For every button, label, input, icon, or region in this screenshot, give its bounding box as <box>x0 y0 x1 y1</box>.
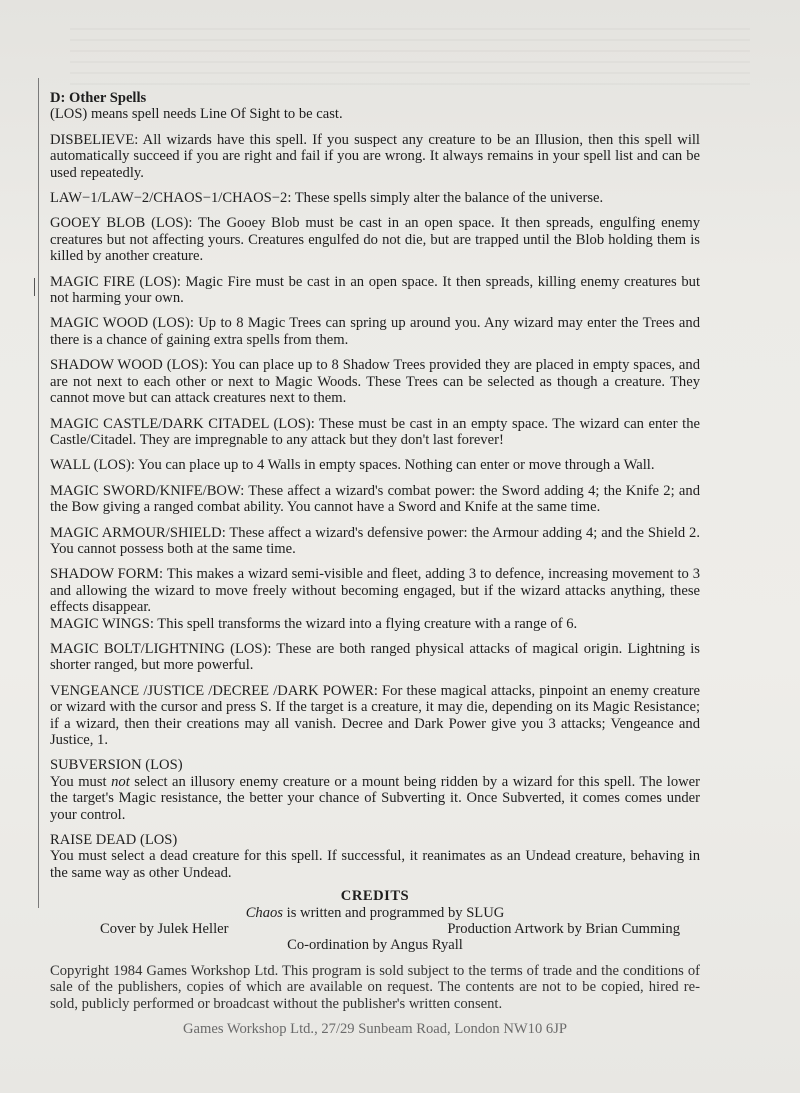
credits-title: CREDITS <box>340 888 410 905</box>
spell-paragraph: GOOEY BLOB (LOS): The Gooey Blob must be cast in an open space. It then spreads, engulfing enemy creatures but not affecting yours. Creatures engulfed do not die, but are trapped until the Blob holding them is killed by another creature. <box>50 215 700 265</box>
section-heading: D: Other Spells <box>50 90 147 106</box>
manual-content <box>50 90 700 1038</box>
copyright-notice: Copyright 1984 Games Workshop Ltd. This program is sold subject to the terms of trade and the conditions of sale of the publishers, copies of which are available on request. The contents are not to be copied, hired re-sold, publicly performed or broadcast without the publisher's written consent. <box>50 962 700 1012</box>
spell-paragraph: MAGIC BOLT/LIGHTNING (LOS): These are both ranged physical attacks of magical origin. Lightning is shorter ranged, but more powerful. <box>50 640 700 674</box>
spell-paragraph: MAGIC SWORD/KNIFE/BOW: These affect a wizard's combat power: the Sword adding 4; the Knife 2; and the Bow giving a ranged combat ability. You cannot have a Sword and Knife at the same time. <box>50 482 700 516</box>
production-credit: Production Artwork by Brian Cumming <box>447 921 680 938</box>
subversion-title: SUBVERSION (LOS) <box>50 757 183 774</box>
spell-paragraph-magic-wings: MAGIC WINGS: This spell transforms the wizard into a flying creature with a range of 6. <box>50 615 578 632</box>
subversion-text-post: select an illusory enemy creature or a mount being ridden by a wizard for this spell. The lower the target's Magic resistance, the better your chance of Subverting it. Once Subverted, it comes comes under your control. <box>50 773 700 823</box>
raise-dead-text: You must select a dead creature for this spell. If successful, it reanimates as an Undead creature, behaving in the same way as other Undead. <box>50 848 700 881</box>
raise-dead-block <box>50 832 700 881</box>
spell-paragraph-shadow-form: SHADOW FORM: This makes a wizard semi-visible and fleet, adding 3 to defence, increasing movement to 3 and allowing the wizard to move freely without becoming engaged, but if the wizard attacks anything, these effects disappear. <box>50 566 700 616</box>
spell-paragraph: MAGIC CASTLE/DARK CITADEL (LOS): These must be cast in an empty space. The wizard can enter the Castle/Citadel. They are impregnable to any attack but they don't last forever! <box>50 415 700 448</box>
subversion-emphasis: not <box>111 773 130 790</box>
game-name: Chaos <box>245 904 283 921</box>
spell-paragraph: LAW−1/LAW−2/CHAOS−1/CHAOS−2: These spells simply alter the balance of the universe. <box>50 190 604 207</box>
spell-paragraph: MAGIC FIRE (LOS): Magic Fire must be cast in an open space. It then spreads, killing enemy creatures but not harming your own. <box>50 273 700 307</box>
spell-paragraph: SHADOW WOOD (LOS): You can place up to 8 Shadow Trees provided they are placed in empty spaces, and are not next to each other or next to Magic Woods. These Trees can be selected as though a creature. They cannot move but can attack creatures next to them. <box>50 357 700 407</box>
publisher-address: Games Workshop Ltd., 27/29 Sunbeam Road, London NW10 6JP <box>182 1021 568 1038</box>
credits-block <box>50 888 700 954</box>
spell-paragraph: WALL (LOS): You can place up to 4 Walls in empty spaces. Nothing can enter or move through a Wall. <box>50 457 655 474</box>
raise-dead-title: RAISE DEAD (LOS) <box>50 832 178 849</box>
credits-artwork-row <box>50 921 700 937</box>
written-by: is written and programmed by SLUG <box>283 904 505 921</box>
margin-mark <box>34 278 35 296</box>
section-intro: (LOS) means spell needs Line Of Sight to be cast. <box>50 106 343 123</box>
spell-paragraph: MAGIC ARMOUR/SHIELD: These affect a wizard's defensive power: the Armour adding 4; and the Shield 2. You cannot possess both at the same time. <box>50 524 700 557</box>
subversion-block <box>50 757 700 823</box>
show-through-text <box>70 28 750 88</box>
spell-paragraph: DISBELIEVE: All wizards have this spell. If you suspect any creature to be an Illusion, then this spell will automatically succeed if you are right and fail if you are wrong. It always remains in your spell list and can be used repeatedly. <box>50 131 700 181</box>
cover-credit: Cover by Julek Heller <box>100 921 229 938</box>
subversion-text-pre: You must <box>50 773 112 790</box>
margin-rule <box>38 78 39 908</box>
coordination-credit: Co-ordination by Angus Ryall <box>287 937 463 954</box>
credits-authors <box>50 905 700 921</box>
spell-paragraph: VENGEANCE /JUSTICE /DECREE /DARK POWER: For these magical attacks, pinpoint an enemy creature or wizard with the cursor and press S. If the target is a creature, it may die, depending on its Magic Resistance; if a wizard, then their creations may all vanish. Decree and Dark Power give you 3 attacks; Vengeance and Justice, 1. <box>50 682 700 748</box>
spell-paragraph: MAGIC WOOD (LOS): Up to 8 Magic Trees can spring up around you. Any wizard may enter the Trees and there is a chance of gaining extra spells from them. <box>50 315 700 348</box>
